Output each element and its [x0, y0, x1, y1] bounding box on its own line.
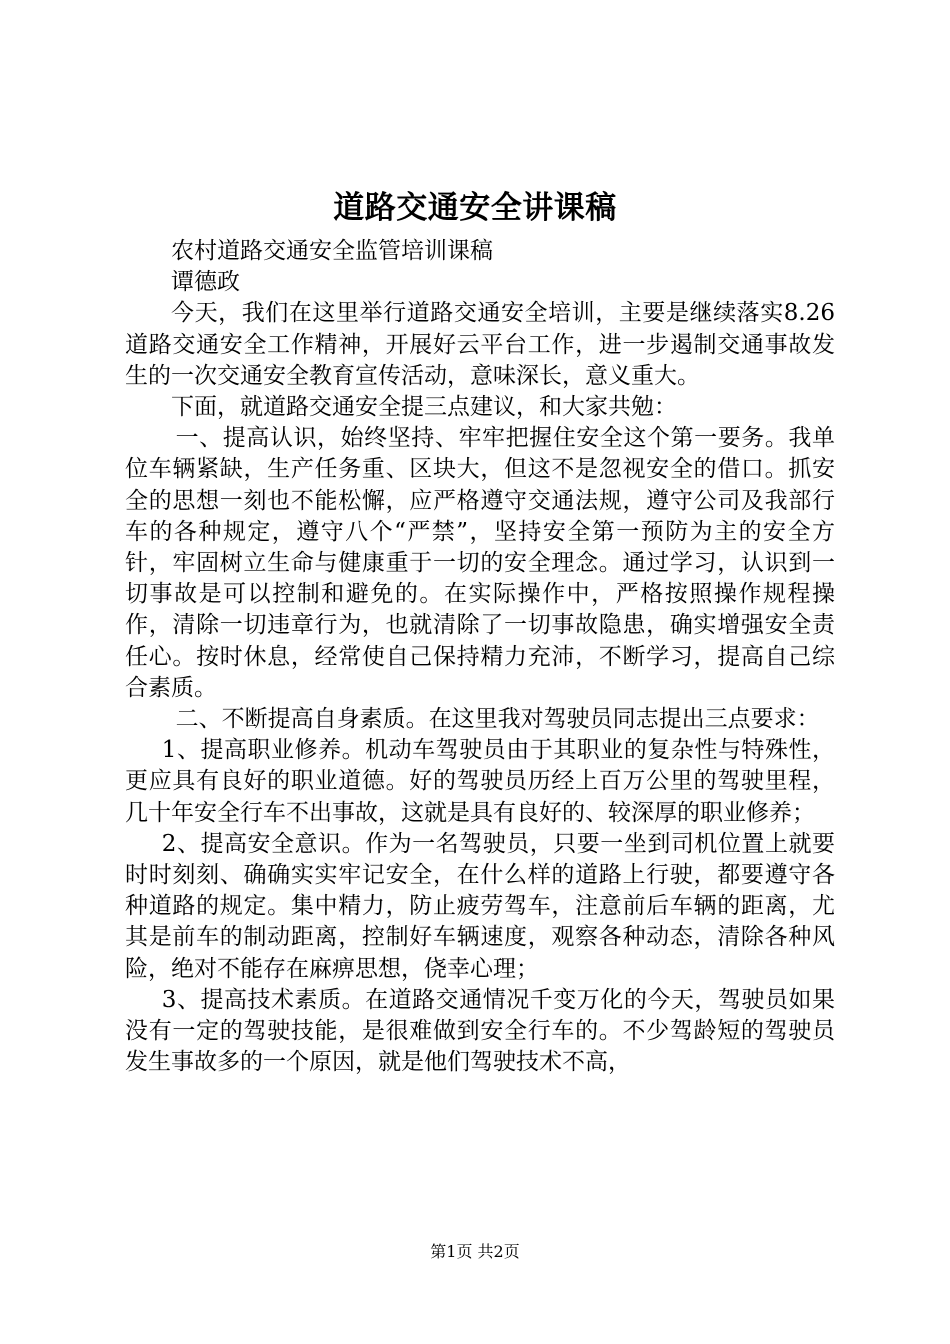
requirement-two-paragraph: 2、提高安全意识。作为一名驾驶员，只要一坐到司机位置上就要时时刻刻、确确实实牢记安全，在什么样的道路上行驶，都要遵守各种道路的规定。集中精力，防止疲劳驾车，注意前后车辆的距离，尤其是前车的制动距离，控制好车辆速度，观察各种动态，清除各种风险，绝对不能存在麻痹思想，侥幸心理；: [125, 830, 835, 982]
author-paragraph: 谭德政: [171, 269, 240, 296]
point-two-paragraph: 二、不断提高自身素质。在这里我对驾驶员同志提出三点要求：: [175, 706, 820, 733]
document-title: 道路交通安全讲课稿: [333, 190, 617, 226]
point-one-paragraph: 一、提高认识，始终坚持、牢牢把握住安全这个第一要务。我单位车辆紧缺，生产任务重、区块大，但这不是忽视安全的借口。抓安全的思想一刻也不能松懈，应严格遵守交通法规，遵守公司及我部行车的各种规定，遵守八个“严禁”，坚持安全第一预防为主的安全方针，牢固树立生命与健康重于一切的安全理念。通过学习，认识到一切事故是可以控制和避免的。在实际操作中，严格按照操作规程操作，清除一切违章行为，也就清除了一切事故隐患，确实增强安全责任心。按时休息，经常使自己保持精力充沛，不断学习，提高自己综合素质。: [125, 425, 835, 701]
requirement-one-paragraph: 1、提高职业修养。机动车驾驶员由于其职业的复杂性与特殊性，更应具有良好的职业道德。好的驾驶员历经上百万公里的驾驶里程，几十年安全行车不出事故，这就是具有良好的、较深厚的职业修养；: [125, 737, 835, 826]
intro-paragraph: 今天，我们在这里举行道路交通安全培训，主要是继续落实8.26道路交通安全工作精神，开展好云平台工作，进一步遏制交通事故发生的一次交通安全教育宣传活动，意味深长，意义重大。: [125, 300, 835, 389]
subtitle-paragraph: 农村道路交通安全监管培训课稿: [171, 238, 493, 264]
suggestion-intro-paragraph: 下面，就道路交通安全提三点建议，和大家共勉：: [171, 394, 677, 421]
document-body: [125, 236, 835, 1078]
requirement-three-paragraph: 3、提高技术素质。在道路交通情况千变万化的今天，驾驶员如果没有一定的驾驶技能，是很难做到安全行车的。不少驾龄短的驾驶员发生事故多的一个原因，就是他们驾驶技术不高，: [125, 986, 835, 1076]
page-number-footer: 第1页 共2页: [430, 1242, 520, 1261]
